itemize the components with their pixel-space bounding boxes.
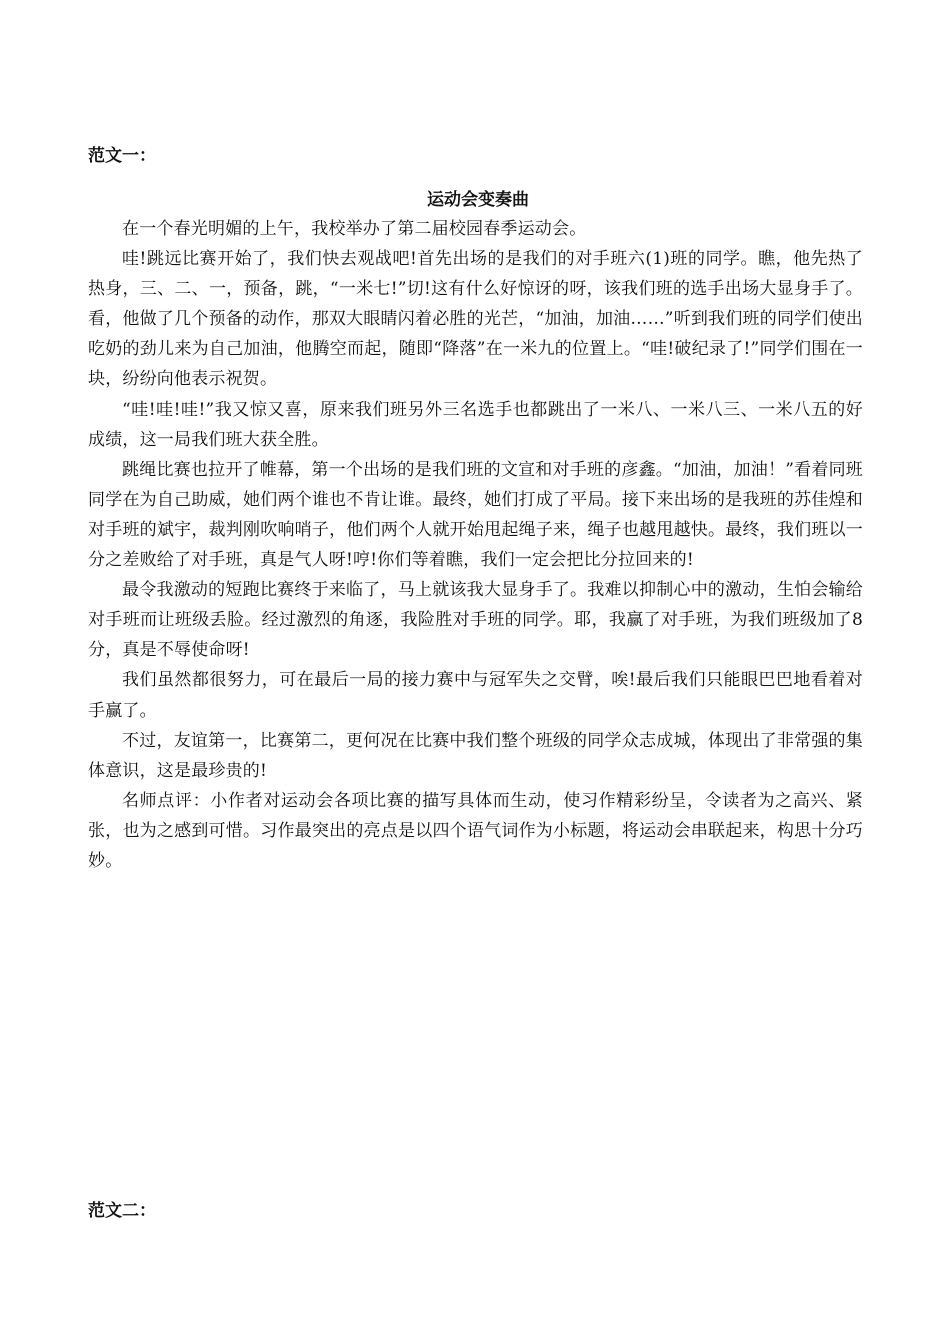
paragraph-4: 跳绳比赛也拉开了帷幕，第一个出场的是我们班的文宣和对手班的彦鑫。“加油，加油！”看着同班同学在为自己助威，她们两个谁也不肯让谁。最终，她们打成了平局。接下来出场的是我班的苏佳煌和对手班的斌宇，裁判刚吹响哨子，他们两个人就开始甩起绳子来，绳子也越甩越快。最终，我们班以一分之差败给了对手班，真是气人呀!哼!你们等着瞧，我们一定会把比分拉回来的! <box>88 459 863 571</box>
paragraph-5: 最令我激动的短跑比赛终于来临了，马上就该我大显身手了。我难以抑制心中的激动，生怕会输给对手班而让班级丢脸。经过激烈的角逐，我险胜对手班的同学。耶，我赢了对手班，为我们班级加了8分，真是不辱使命呀! <box>88 580 863 661</box>
paragraph-2: 哇!跳远比赛开始了，我们快去观战吧!首先出场的是我们的对手班六(1)班的同学。瞧，他先热了热身，三、二、一，预备，跳，“一米七!”切!这有什么好惊讶的呀，该我们班的选手出场大显身手了。看，他做了几个预备的动作，那双大眼睛闪着必胜的光芒，“加油，加油……”听到我们班的同学们使出吃奶的劲儿来为自己加油，他腾空而起，随即“降落”在一米九的位置上。“哇!破纪录了!”同学们围在一块，纷纷向他表示祝贺。 <box>88 249 863 390</box>
section-one-label: 范文一： <box>88 146 156 166</box>
essay-body <box>88 214 863 876</box>
section-two-label: 范文二： <box>88 1201 156 1221</box>
paragraph-1: 在一个春光明媚的上午，我校举办了第二届校园春季运动会。 <box>122 219 587 239</box>
essay-title: 运动会变奏曲 <box>427 190 529 210</box>
paragraph-6: 我们虽然都很努力，可在最后一局的接力赛中与冠军失之交臂，唉!最后我们只能眼巴巴地看着对手赢了。 <box>88 670 863 721</box>
paragraph-7: 不过，友谊第一，比赛第二，更何况在比赛中我们整个班级的同学众志成城，体现出了非常强的集体意识，这是最珍贵的! <box>88 730 863 781</box>
teacher-comment: 名师点评：小作者对运动会各项比赛的描写具体而生动，使习作精彩纷呈，令读者为之高兴、紧张，也为之感到可惜。习作最突出的亮点是以四个语气词作为小标题，将运动会串联起来，构思十分巧妙。 <box>88 790 863 871</box>
paragraph-3: “哇!哇!哇!”我又惊又喜，原来我们班另外三名选手也都跳出了一米八、一米八三、一米八五的好成绩，这一局我们班大获全胜。 <box>88 399 863 450</box>
